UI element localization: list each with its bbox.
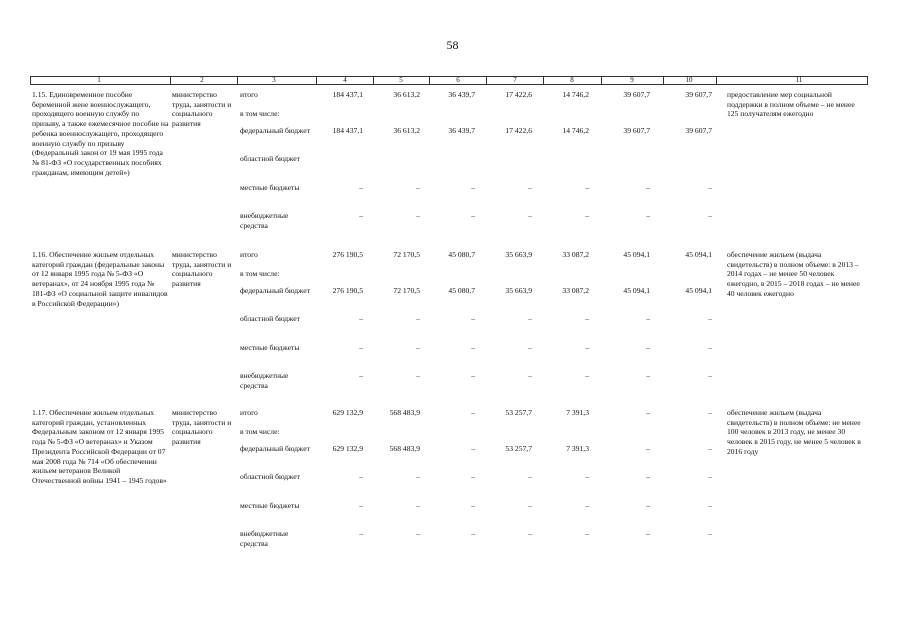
value-cell: – — [646, 371, 650, 380]
value-cell: – — [646, 529, 650, 538]
value-cell: 39 607,7 — [623, 126, 650, 135]
funding-source: внебюджетные средства — [240, 529, 289, 548]
funding-source: федеральный бюджет — [240, 126, 310, 135]
expected-result: обеспечение жильем (выдача свидетельств) в полном объеме: в 2013 – 2014 годах – не менее 50 человек ежегодно, в 2015 – 2018 годах – не менее 40 человек ежегодно — [727, 250, 860, 298]
funding-source: местные бюджеты — [240, 183, 300, 192]
expected-result: обеспечение жильем (выдача свидетельств) в полном объеме: не менее 100 человек в 2013 году, не менее 30 человек в 2015 году, не менее 5 человек в 2016 году — [727, 408, 861, 456]
value-cell: – — [471, 211, 475, 220]
value-cell: – — [471, 343, 475, 352]
value-cell: – — [359, 501, 363, 510]
value-cell: – — [416, 371, 420, 380]
value-cell: – — [416, 314, 420, 323]
funding-source: местные бюджеты — [240, 501, 300, 510]
value-cell: 17 422,6 — [505, 126, 532, 135]
value-cell: – — [528, 529, 532, 538]
funding-source: в том числе: — [240, 109, 280, 118]
value-cell: 72 170,5 — [393, 286, 420, 295]
value-cell: 45 094,1 — [623, 286, 650, 295]
value-cell: 45 094,1 — [685, 250, 712, 259]
value-cell: – — [585, 472, 589, 481]
value-cell: – — [708, 408, 712, 417]
value-cell: – — [708, 371, 712, 380]
value-cell: – — [585, 501, 589, 510]
funding-source: итого — [240, 90, 258, 99]
header-divider — [543, 77, 544, 84]
value-cell: – — [528, 183, 532, 192]
value-cell: – — [528, 501, 532, 510]
value-cell: – — [359, 183, 363, 192]
value-cell: – — [471, 183, 475, 192]
header-divider — [373, 77, 374, 84]
value-cell: 7 391,3 — [566, 408, 589, 417]
header-col-4: 4 — [343, 76, 347, 84]
value-cell: 35 663,9 — [505, 250, 532, 259]
header-col-7: 7 — [513, 76, 517, 84]
value-cell: – — [359, 472, 363, 481]
header-divider — [170, 77, 171, 84]
value-cell: – — [585, 371, 589, 380]
value-cell: – — [471, 408, 475, 417]
header-col-9: 9 — [630, 76, 634, 84]
funding-source: в том числе: — [240, 269, 280, 278]
value-cell: – — [585, 343, 589, 352]
value-cell: – — [471, 314, 475, 323]
header-col-11: 11 — [795, 76, 803, 84]
value-cell: – — [646, 444, 650, 453]
measure-name: 1.15. Единовременное пособие беременной жене военнослужащего, проходящего военную службу по призыву, а также ежемесячное пособие на ребенка военнослужащего, проходящего военную службу по призыву (Федеральный закон от 19 мая 1995 года № 81-ФЗ «О государственных пособиях гражданам, имеющим детей») — [32, 90, 169, 177]
value-cell: 53 257,7 — [505, 444, 532, 453]
header-col-8: 8 — [570, 76, 574, 84]
value-cell: – — [585, 211, 589, 220]
value-cell: – — [359, 211, 363, 220]
value-cell: – — [359, 529, 363, 538]
value-cell: – — [585, 183, 589, 192]
value-cell: 53 257,7 — [505, 408, 532, 417]
value-cell: 14 746,2 — [562, 90, 589, 99]
value-cell: – — [708, 343, 712, 352]
header-col-10: 10 — [685, 76, 693, 84]
value-cell: – — [708, 314, 712, 323]
value-cell: 45 080,7 — [448, 250, 475, 259]
funding-source: областной бюджет — [240, 472, 300, 481]
value-cell: – — [646, 314, 650, 323]
funding-source: итого — [240, 250, 258, 259]
value-cell: – — [528, 211, 532, 220]
value-cell: – — [646, 183, 650, 192]
value-cell: 184 437,1 — [332, 126, 363, 135]
value-cell: – — [359, 343, 363, 352]
value-cell: – — [416, 472, 420, 481]
value-cell: 45 094,1 — [623, 250, 650, 259]
page-number: 58 — [446, 38, 459, 52]
header-divider — [316, 77, 317, 84]
value-cell: 33 087,2 — [562, 286, 589, 295]
value-cell: 629 132,9 — [332, 444, 363, 453]
value-cell: – — [585, 529, 589, 538]
funding-source: внебюджетные средства — [240, 371, 289, 390]
value-cell: – — [416, 501, 420, 510]
value-cell: 36 613,2 — [393, 90, 420, 99]
value-cell: – — [646, 501, 650, 510]
executor-name: министерство труда, занятости и социального развития — [172, 250, 232, 289]
value-cell: 39 607,7 — [685, 126, 712, 135]
funding-source: областной бюджет — [240, 154, 300, 163]
value-cell: 45 080,7 — [448, 286, 475, 295]
value-cell: – — [471, 472, 475, 481]
header-col-2: 2 — [200, 76, 204, 84]
value-cell: 45 094,1 — [685, 286, 712, 295]
value-cell: – — [646, 472, 650, 481]
value-cell: 7 391,3 — [566, 444, 589, 453]
funding-source: внебюджетные средства — [240, 211, 289, 230]
value-cell: – — [646, 211, 650, 220]
funding-source: итого — [240, 408, 258, 417]
table-header — [30, 76, 868, 85]
measure-name: 1.16. Обеспечение жильем отдельных категорий граждан (федеральные законы от 12 января 1995 года № 5-ФЗ «О ветеранах», от 24 ноября 1995 года № 181-ФЗ «О социальной защите инвалидов в Российской Федерации») — [32, 250, 168, 308]
value-cell: 72 170,5 — [393, 250, 420, 259]
value-cell: – — [416, 211, 420, 220]
value-cell: – — [528, 343, 532, 352]
value-cell: – — [708, 472, 712, 481]
measure-name: 1.17. Обеспечение жильем отдельных категорий граждан, установленных Федеральным законом от 12 января 1995 года № 5-ФЗ «О ветеранах» и Указом Президента Российской Федерации от 07 мая 2008 года № 714 «Об обеспечении жильем ветеранов Великой Отечественной войны 1941 – 1945 годов» — [32, 408, 167, 485]
value-cell: 14 746,2 — [562, 126, 589, 135]
header-divider — [429, 77, 430, 84]
header-col-1: 1 — [97, 76, 101, 84]
header-divider — [237, 77, 238, 84]
value-cell: – — [471, 501, 475, 510]
funding-source: федеральный бюджет — [240, 286, 310, 295]
value-cell: 629 132,9 — [332, 408, 363, 417]
value-cell: – — [528, 371, 532, 380]
value-cell: – — [646, 408, 650, 417]
value-cell: – — [708, 211, 712, 220]
value-cell: – — [416, 183, 420, 192]
value-cell: – — [528, 472, 532, 481]
header-divider — [601, 77, 602, 84]
value-cell: – — [416, 343, 420, 352]
executor-name: министерство труда, занятости и социального развития — [172, 408, 232, 447]
value-cell: – — [416, 529, 420, 538]
funding-source: федеральный бюджет — [240, 444, 310, 453]
value-cell: – — [708, 183, 712, 192]
value-cell: 36 439,7 — [448, 126, 475, 135]
value-cell: 36 613,2 — [393, 126, 420, 135]
value-cell: 568 483,9 — [389, 444, 420, 453]
value-cell: – — [471, 371, 475, 380]
header-col-3: 3 — [272, 76, 276, 84]
funding-source: местные бюджеты — [240, 343, 300, 352]
executor-name: министерство труда, занятости и социального развития — [172, 90, 232, 129]
value-cell: 17 422,6 — [505, 90, 532, 99]
expected-result: предоставление мер социальной поддержки в полном объеме – не менее 125 получателям ежегодно — [727, 90, 855, 119]
funding-source: в том числе: — [240, 427, 280, 436]
value-cell: 568 483,9 — [389, 408, 420, 417]
value-cell: – — [585, 314, 589, 323]
value-cell: – — [708, 529, 712, 538]
value-cell: 39 607,7 — [685, 90, 712, 99]
value-cell: – — [708, 501, 712, 510]
header-divider — [663, 77, 664, 84]
value-cell: – — [359, 314, 363, 323]
value-cell: – — [359, 371, 363, 380]
value-cell: 33 087,2 — [562, 250, 589, 259]
value-cell: 39 607,7 — [623, 90, 650, 99]
value-cell: – — [471, 444, 475, 453]
header-col-5: 5 — [399, 76, 403, 84]
header-col-6: 6 — [456, 76, 460, 84]
value-cell: 184 437,1 — [332, 90, 363, 99]
value-cell: 35 663,9 — [505, 286, 532, 295]
value-cell: – — [708, 444, 712, 453]
value-cell: 36 439,7 — [448, 90, 475, 99]
funding-source: областной бюджет — [240, 314, 300, 323]
value-cell: – — [528, 314, 532, 323]
value-cell: – — [646, 343, 650, 352]
value-cell: 276 190,5 — [332, 250, 363, 259]
value-cell: 276 190,5 — [332, 286, 363, 295]
header-divider — [716, 77, 717, 84]
header-divider — [486, 77, 487, 84]
value-cell: – — [471, 529, 475, 538]
